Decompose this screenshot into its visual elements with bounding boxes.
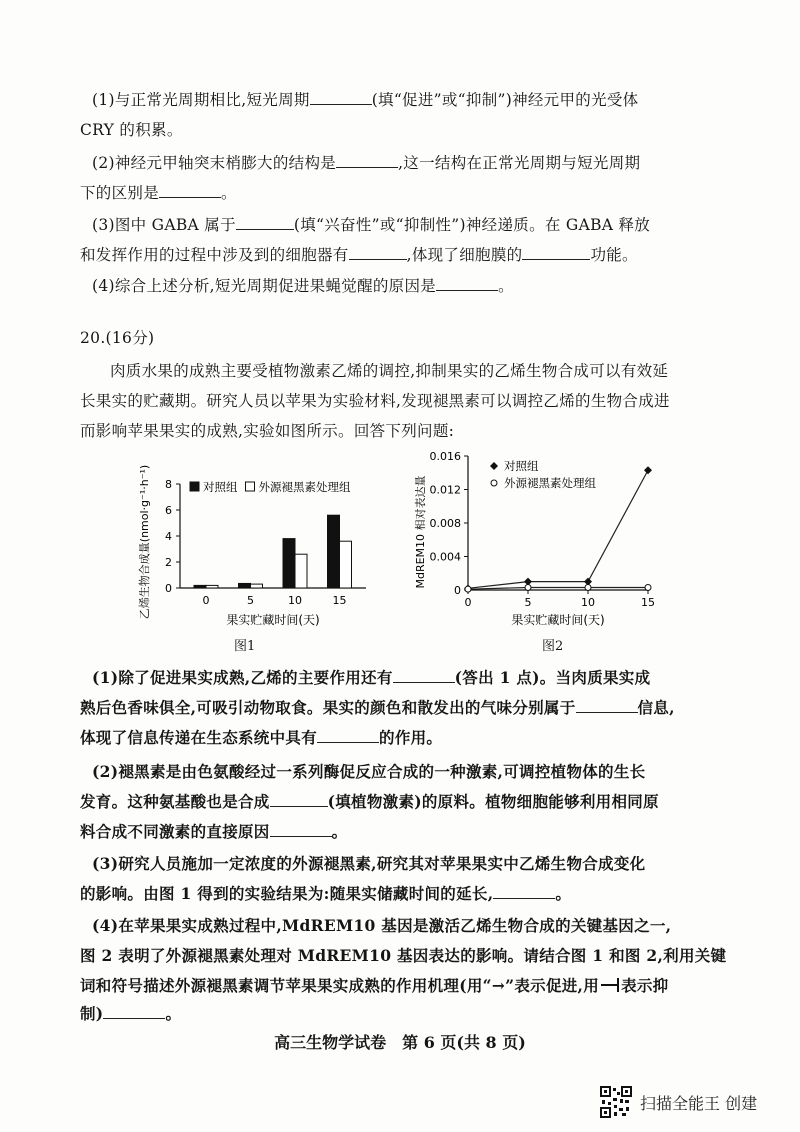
answer-blank[interactable] (103, 1004, 165, 1019)
data-point (585, 584, 591, 590)
q20-s2-line-3: 料合成不同激素的直接原因 。 (80, 822, 348, 841)
x-tick-label: 15 (641, 596, 655, 609)
x-tick-label: 15 (332, 594, 347, 607)
legend-label: 外源褪黑素处理组 (504, 476, 596, 490)
y-tick-label: 4 (165, 530, 172, 543)
data-point (525, 584, 531, 590)
legend-label: 外源褪黑素处理组 (258, 480, 351, 494)
bar (328, 515, 340, 588)
q20-s1-line-2: 熟后色香味俱全,可吸引动物取食。果实的颜色和散发出的气味分别属于 信息, (80, 698, 675, 717)
q19-line-2: CRY 的积累。 (80, 121, 183, 139)
series-line (468, 587, 648, 589)
y-tick-label: 8 (165, 478, 172, 491)
figure-2-caption: 图2 (542, 639, 564, 654)
y-tick-label: 6 (165, 504, 172, 517)
data-point (645, 584, 651, 590)
y-tick-label: 2 (165, 556, 172, 569)
page-footer: 高三生物学试卷 第 6 页(共 8 页) (274, 1033, 526, 1052)
answer-blank[interactable] (522, 245, 590, 260)
q20-intro-3: 而影响苹果果实的成熟,实验如图所示。回答下列问题: (80, 422, 455, 440)
fig2-y-axis-label: MdREM10 相对表达量 (414, 475, 427, 589)
legend-marker (491, 480, 497, 486)
x-tick-label: 10 (581, 596, 595, 609)
y-tick-label: 0.008 (429, 517, 461, 530)
q20-s4-line-2: 图 2 表明了外源褪黑素处理对 MdREM10 基因表达的影响。请结合图 1 和图 2,利用关键 (80, 946, 727, 965)
figure-1-caption: 图1 (234, 639, 256, 654)
q20-header: 20.(16分) (80, 329, 155, 347)
answer-blank[interactable] (493, 884, 555, 899)
x-tick-label: 10 (288, 594, 302, 607)
q20-s2-line-2: 发育。这种氨基酸也是合成 (填植物激素)的原料。植物细胞能够利用相同原 (80, 792, 659, 811)
bar (206, 585, 218, 588)
answer-blank[interactable] (270, 822, 332, 837)
scanner-watermark (600, 1086, 757, 1118)
figure-1-bar-chart (136, 446, 376, 632)
data-point (644, 466, 652, 474)
scanner-text: 扫描全能王 创建 (640, 1093, 758, 1113)
q20-intro-1: 肉质水果的成熟主要受植物激素乙烯的调控,抑制果实的乙烯生物合成可以有效延 (110, 362, 669, 380)
x-tick-label: 5 (247, 594, 254, 607)
y-tick-label: 0 (165, 582, 172, 595)
q19-line-3: (2)神经元甲轴突末梢膨大的结构是 ,这一结构在正常光周期与短光周期 (92, 154, 641, 172)
answer-blank[interactable] (159, 183, 221, 198)
legend-label: 对照组 (504, 459, 539, 473)
legend-swatch (190, 482, 199, 491)
x-tick-label: 0 (464, 596, 472, 609)
q20-intro-2: 长果实的贮藏期。研究人员以苹果为实验材料,发现褪黑素可以调控乙烯的生物合成进 (80, 392, 670, 410)
bar (340, 541, 352, 588)
bar (295, 554, 307, 588)
x-tick-label: 0 (202, 594, 210, 607)
y-tick-label: 0.012 (429, 483, 461, 497)
y-tick-label: 0.016 (429, 450, 461, 463)
q20-s4-line-1: (4)在苹果果实成熟过程中,MdREM10 基因是激活乙烯生物合成的关键基因之一, (92, 916, 672, 935)
q19-line-6: 和发挥作用的过程中涉及到的细胞器有 ,体现了细胞膜的 功能。 (80, 246, 638, 264)
answer-blank[interactable] (270, 792, 328, 807)
answer-blank[interactable] (393, 668, 455, 683)
q20-s1-line-1: (1)除了促进果实成熟,乙烯的主要作用还有 (答出 1 点)。当肉质果实成 (92, 668, 651, 687)
x-axis-label: 果实贮藏时间(天) (511, 613, 605, 627)
q19-line-7: (4)综合上述分析,短光周期促进果蝇觉醒的原因是 。 (92, 277, 514, 295)
y-tick-label: 0 (454, 584, 461, 597)
y-tick-label: 0.004 (429, 550, 461, 564)
q19-line-1: (1)与正常光周期相比,短光周期 (填“促进”或“抑制”)神经元甲的光受体 (92, 91, 639, 109)
legend-swatch (246, 482, 255, 491)
bar (194, 585, 206, 588)
q20-s1-line-3: 体现了信息传递在生态系统中具有 的作用。 (80, 728, 443, 747)
q20-s4-line-3: 词和符号描述外源褪黑素调节苹果果实成熟的作用机理(用“→”表示促进,用 表示抑 (80, 976, 669, 995)
data-point (465, 586, 471, 592)
answer-blank[interactable] (336, 153, 398, 168)
q19-line-4: 下的区别是 。 (80, 184, 237, 202)
figure-2-line-chart (412, 444, 662, 632)
q20-s3-line-1: (3)研究人员施加一定浓度的外源褪黑素,研究其对苹果果实中乙烯生物合成变化 (92, 854, 646, 873)
answer-blank[interactable] (436, 276, 498, 291)
bar (239, 583, 251, 588)
q20-s4-line-4: 制) 。 (80, 1004, 182, 1023)
fig1-y-axis-label: 乙烯生物合成量(nmol·g⁻¹·h⁻¹) (138, 464, 151, 620)
answer-blank[interactable] (317, 728, 379, 743)
x-axis-label: 果实贮藏时间(天) (226, 613, 320, 627)
legend-marker (490, 462, 498, 470)
bar (251, 584, 263, 588)
q19-line-5: (3)图中 GABA 属于 (填“兴奋性”或“抑制性”)神经递质。在 GABA 释放 (92, 216, 651, 234)
answer-blank[interactable] (349, 245, 407, 260)
legend-label: 对照组 (203, 480, 238, 494)
answer-blank[interactable] (236, 215, 294, 230)
q20-s2-line-1: (2)褪黑素是由色氨酸经过一系列酶促反应合成的一种激素,可调控植物体的生长 (92, 762, 646, 781)
bar (283, 539, 295, 588)
inhibit-symbol-icon (599, 977, 621, 993)
x-tick-label: 5 (524, 596, 532, 609)
q20-s3-line-2: 的影响。由图 1 得到的实验结果为:随果实储藏时间的延长, 。 (80, 884, 572, 903)
answer-blank[interactable] (576, 698, 638, 713)
qr-code-icon (600, 1086, 632, 1118)
answer-blank[interactable] (310, 90, 372, 105)
